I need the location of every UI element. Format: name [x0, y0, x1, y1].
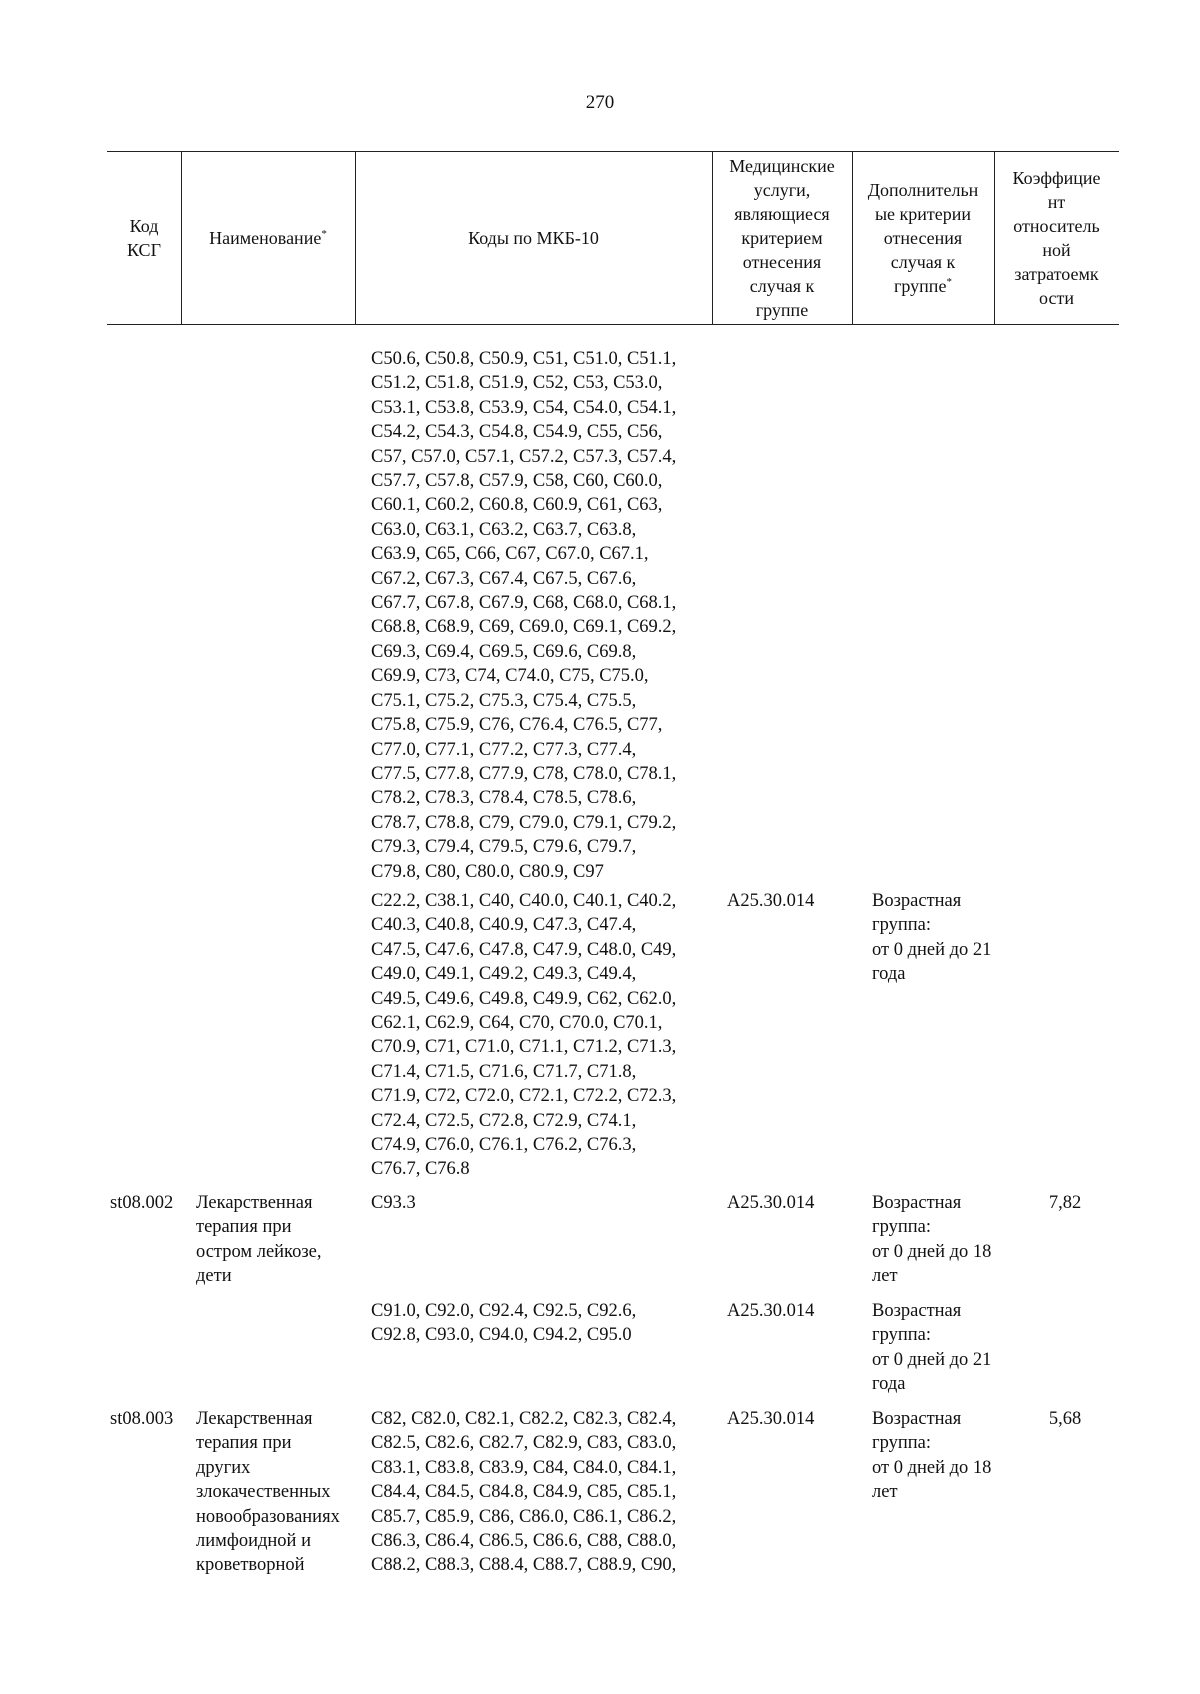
- row-service: A25.30.014: [727, 1409, 815, 1429]
- page-number: 270: [585, 92, 615, 113]
- table-header: [107, 151, 1119, 325]
- row-criteria: Возрастная группа: от 0 дней до 18 лет: [872, 1193, 992, 1287]
- header-coef: Коэффицие нт относитель ной затратоемк ости: [1012, 168, 1101, 308]
- row-service: A25.30.014: [727, 1193, 815, 1213]
- row-name: Лекарственная терапия при остром лейкозе, дети: [196, 1193, 322, 1287]
- row-icd-codes: C22.2, C38.1, C40, C40.0, C40.1, C40.2, C40.3, C40.8, C40.9, C47.3, C47.4, C47.5, C47.6, C47.8, C47.9, C48.0, C49, C49.0, C49.1, C49.2, C49.3, C49.4, C49.5, C49.6, C49.8, C49.9, C62, C62.0, C62.1, C62.9, C64, C70, C70.0, C70.1, C70.9, C71, C71.0, C71.1, C71.2, C71.3, C71.4, C71.5, C71.6, C71.7, C71.8, C71.9, C72, C72.0, C72.1, C72.2, C72.3, C72.4, C72.5, C72.8, C72.9, C74.1, C74.9, C76.0, C76.1, C76.2, C76.3, C76.7, C76.8: [371, 891, 677, 1180]
- row-name: Лекарственная терапия при других злокачественных новообразованиях лимфоидной и кроветворной: [196, 1409, 340, 1576]
- header-code: Код КСГ: [127, 216, 161, 260]
- row-icd-codes: C50.6, C50.8, C50.9, C51, C51.0, C51.1, C51.2, C51.8, C51.9, C52, C53, C53.0, C53.1, C53.8, C53.9, C54, C54.0, C54.1, C54.2, C54.3, C54.8, C54.9, C55, C56, C57, C57.0, C57.1, C57.2, C57.3, C57.4, C57.7, C57.8, C57.9, C58, C60, C60.0, C60.1, C60.2, C60.8, C60.9, C61, C63, C63.0, C63.1, C63.2, C63.7, C63.8, C63.9, C65, C66, C67, C67.0, C67.1, C67.2, C67.3, C67.4, C67.5, C67.6, C67.7, C67.8, C67.9, C68, C68.0, C68.1, C68.8, C68.9, C69, C69.0, C69.1, C69.2, C69.3, C69.4, C69.5, C69.6, C69.8, C69.9, C73, C74, C74.0, C75, C75.0, C75.1, C75.2, C75.3, C75.4, C75.5, C75.8, C75.9, C76, C76.4, C76.5, C77, C77.0, C77.1, C77.2, C77.3, C77.4, C77.5, C77.8, C77.9, C78, C78.0, C78.1, C78.2, C78.3, C78.4, C78.5, C78.6, C78.7, C78.8, C79, C79.0, C79.1, C79.2, C79.3, C79.4, C79.5, C79.6, C79.7, C79.8, C80, C80.0, C80.9, C97: [371, 349, 677, 882]
- row-icd-codes: C93.3: [371, 1193, 416, 1213]
- row-code: st08.002: [110, 1193, 174, 1213]
- row-icd-codes: C82, C82.0, C82.1, C82.2, C82.3, C82.4, C82.5, C82.6, C82.7, C82.9, C83, C83.0, C83.1, C83.8, C83.9, C84, C84.0, C84.1, C84.4, C84.5, C84.8, C84.9, C85, C85.1, C85.7, C85.9, C86, C86.0, C86.1, C86.2, C86.3, C86.4, C86.5, C86.6, C88, C88.0, C88.2, C88.3, C88.4, C88.7, C88.9, C90,: [371, 1409, 677, 1576]
- header-icd: Коды по МКБ-10: [468, 228, 599, 248]
- row-criteria: Возрастная группа: от 0 дней до 18 лет: [872, 1409, 992, 1503]
- row-service: A25.30.014: [727, 891, 815, 911]
- row-icd-codes: C91.0, C92.0, C92.4, C92.5, C92.6, C92.8, C93.0, C94.0, C94.2, C95.0: [371, 1301, 637, 1346]
- row-coefficient: 7,82: [1048, 1193, 1082, 1213]
- row-criteria: Возрастная группа: от 0 дней до 21 года: [872, 1301, 992, 1395]
- row-service: A25.30.014: [727, 1301, 815, 1321]
- row-criteria: Возрастная группа: от 0 дней до 21 года: [872, 891, 992, 985]
- header-name: Наименование*: [209, 228, 327, 248]
- row-coefficient: 5,68: [1048, 1409, 1082, 1429]
- row-code: st08.003: [110, 1409, 174, 1429]
- header-services: Медицинские услуги, являющиеся критерием отнесения случая к группе: [729, 156, 835, 320]
- header-criteria: Дополнительн ые критерии отнесения случая к группе*: [867, 180, 979, 296]
